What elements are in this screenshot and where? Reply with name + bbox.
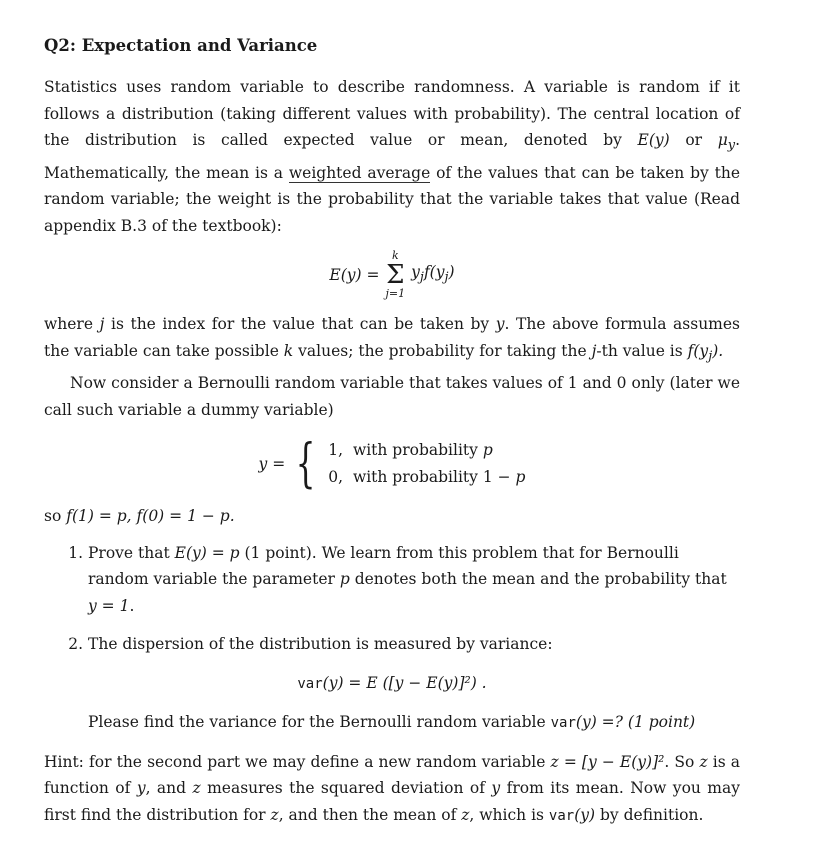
document-page [44,34,740,829]
list-item: 1. Prove that E(y) = p (1 point). We learn from this problem that for Bernoulli random variable the parameter p denotes both the mean and the probability that y = 1. [88,540,740,620]
expectation-formula: E(y) = k Σ j=1 $y_jf(y_j)$ [329,249,455,301]
intro-paragraph: Statistics uses random variable to describe randomness. A variable is random if it follows a distribution (taking different values with probability). The central location of the distribution is called expected value or mean, denoted by E(y) or $\mu_y$. Mathematically, the mean is a weighted average of the values that can be taken by the random variable; the weight is the probability that the variable takes that value (Read appendix B.3 of the textbook): [44,78,740,235]
summation-symbol: k Σ j=1 [385,249,406,301]
case-row-2: 0, with probability 1 − p [328,468,526,487]
so-line: so f(1) = p, f(0) = 1 − p. [44,507,235,526]
where-paragraph: where j is the index for the value that can be taken by y. The above formula assumes the variable can take possible k values; the probability for taking the j-th value is $f(y_j)$. [44,315,741,364]
weighted-average-underlined: weighted average [288,163,431,182]
bernoulli-paragraph: Now consider a Bernoulli random variable that takes values of 1 and 0 only (later we call such variable a dummy variable) [44,374,740,419]
question-title: Q2: Expectation and Variance [44,36,318,55]
bernoulli-definition: y = { 1, with probability p 0, with probability 1 − p [258,434,526,495]
case-row-1: 1, with probability p [328,441,493,460]
variance-formula: var(y) = E ([y − E(y)]²) . [297,673,487,692]
list-item: 2. The dispersion of the distribution is measured by variance: var(y) = E ([y − E(y)]²) . Please find the variance for the Bernoulli random variable var(y) =? (1 point) [88,631,740,737]
hint-paragraph: Hint: for the second part we may define a new random variable z = [y − E(y)]². So z is a function of y, and z measures the squared deviation of y from its mean. Now you may first find the distribution for z, and then the mean of z, which is var(y) by definition. [44,752,740,824]
question-list [44,540,740,737]
find-variance-text: Please find the variance for the Bernoulli random variable var(y) =? (1 point) [88,713,696,732]
expected-value-symbol: E(y) [637,131,670,149]
mu-symbol: $\mu_y$ [717,131,736,154]
left-brace: { [295,434,316,495]
